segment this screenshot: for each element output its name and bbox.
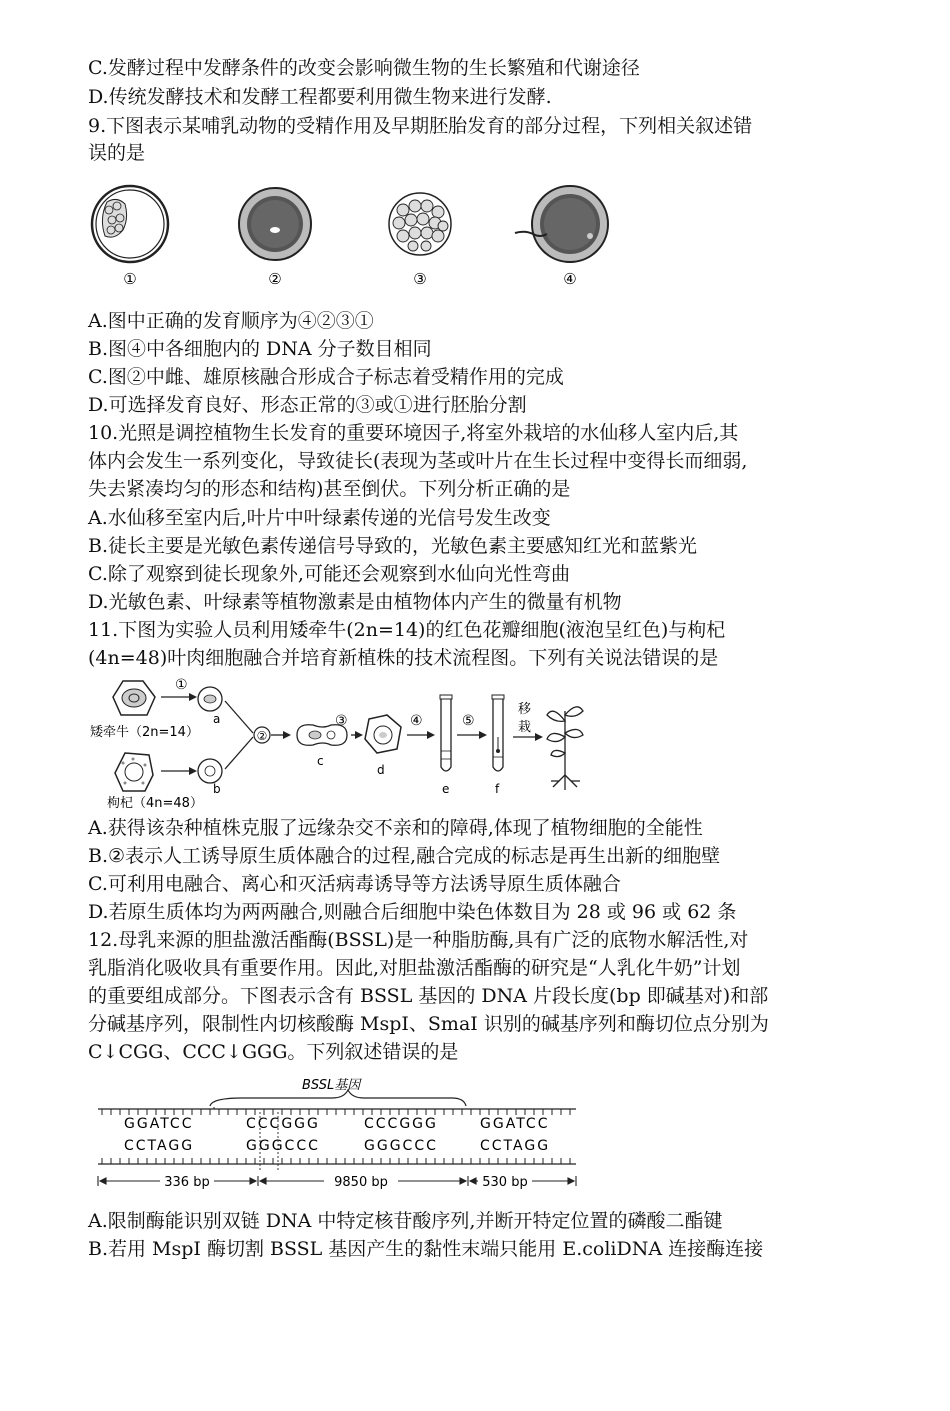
question-12-stem: 乳脂消化吸收具有重要作用。因此,对胆盐激活酯酶的研究是“人乳化牛奶”计划 — [88, 957, 741, 979]
step-label: ① — [175, 677, 188, 693]
question-9-stem: 9.下图表示某哺乳动物的受精作用及早期胚胎发育的部分过程，下列相关叙述错 — [88, 115, 753, 137]
dna-sequence: CCTAGG — [124, 1138, 195, 1154]
hybrid-cell-d — [365, 715, 401, 753]
petunia-cell — [113, 681, 155, 715]
question-10-stem: 体内会发生一系列变化，导致徒长(表现为茎或叶片在生长过程中变得长而细弱, — [88, 450, 748, 472]
dna-sequence: CCCGGG — [364, 1116, 438, 1132]
protoplast-a — [198, 687, 222, 711]
step-label: ④ — [410, 713, 423, 729]
figure-label: ④ — [563, 270, 577, 288]
option-text: D.光敏色素、叶绿素等植物激素是由植物体内产生的微量有机物 — [88, 591, 622, 613]
question-11-stem: (4n=48)叶肉细胞融合并培育新植株的技术流程图。下列有关说法错误的是 — [88, 647, 719, 669]
dna-sequence: GGGCCC — [364, 1138, 438, 1154]
regenerated-plant — [547, 707, 583, 790]
bssl-dna-figure — [92, 1072, 582, 1197]
step-label: ⑤ — [462, 713, 475, 729]
option-text: A.图中正确的发育顺序为④②③① — [88, 310, 374, 332]
morula-diagram — [389, 193, 451, 255]
question-12-stem: 分碱基序列，限制性内切核酸酶 MspI、SmaI 识别的碱基序列和酶切位点分别为 — [88, 1013, 769, 1035]
option-text: A.水仙移至室内后,叶片中叶绿素传递的光信号发生改变 — [88, 507, 551, 529]
question-11-stem: 11.下图为实验人员利用矮牵牛(2n=14)的红色花瓣细胞(液泡呈红色)与枸杞 — [88, 619, 726, 641]
question-12-stem: 12.母乳来源的胆盐激活酯酶(BSSL)是一种脂肪酶,具有广泛的底物水解活性,对 — [88, 929, 749, 951]
question-12-stem: C↓CGG、CCC↓GGG。下列叙述错误的是 — [88, 1041, 459, 1063]
option-text: B.徒长主要是光敏色素传递信号导致的，光敏色素主要感知红光和蓝紫光 — [88, 535, 698, 557]
length-label: 9850 bp — [334, 1175, 388, 1190]
question-10-stem: 10.光照是调控植物生长发育的重要环境因子,将室外栽培的水仙移人室内后,其 — [88, 422, 739, 444]
option-text: C.除了观察到徒长现象外,可能还会观察到水仙向光性弯曲 — [88, 563, 570, 585]
lycium-cell — [115, 753, 153, 791]
letter-label: c — [317, 754, 324, 768]
dna-sequence: GGATCC — [124, 1116, 194, 1132]
letter-label: a — [213, 712, 221, 726]
step-label: ③ — [335, 713, 348, 729]
transplant-label: 移 — [518, 702, 532, 717]
gene-label: BSSL基因 — [302, 1078, 361, 1093]
option-text: A.获得该杂种植株克服了远缘杂交不亲和的障碍,体现了植物细胞的全能性 — [88, 817, 703, 839]
protoplast-b — [198, 759, 222, 783]
option-text: D.传统发酵技术和发酵工程都要利用微生物来进行发酵. — [88, 86, 552, 108]
figure-label: ① — [123, 270, 137, 288]
figure-label: ③ — [413, 270, 427, 288]
zygote-diagram — [239, 188, 311, 260]
step-label: ② — [256, 729, 268, 743]
option-text: C.发酵过程中发酵条件的改变会影响微生物的生长繁殖和代谢途径 — [88, 57, 640, 79]
option-text: B.若用 MspI 酶切割 BSSL 基因产生的黏性末端只能用 E.coliDNA 连接酶连接 — [88, 1238, 764, 1260]
dna-sequence: GGATCC — [480, 1116, 550, 1132]
figure-label: ② — [268, 270, 282, 288]
option-text: C.可利用电融合、离心和灭活病毒诱导等方法诱导原生质体融合 — [88, 873, 621, 895]
test-tube-e — [440, 695, 452, 771]
dna-sequence: CCCGGG — [246, 1116, 320, 1132]
fertilization-diagram — [515, 186, 608, 262]
option-text: D.若原生质体均为两两融合,则融合后细胞中染色体数目为 28 或 96 或 62 条 — [88, 901, 737, 923]
embryo-development-figure — [85, 178, 625, 293]
question-12-stem: 的重要组成部分。下图表示含有 BSSL 基因的 DNA 片段长度(bp 即碱基对)和部 — [88, 985, 769, 1007]
length-label: 336 bp — [164, 1175, 210, 1190]
protoplast-fusion-figure — [85, 675, 595, 810]
option-text: D.可选择发育良好、形态正常的③或①进行胚胎分割 — [88, 394, 527, 416]
question-10-stem: 失去紧凑均匀的形态和结构)甚至倒伏。下列分析正确的是 — [88, 478, 571, 500]
test-tube-f — [492, 695, 504, 771]
question-9-stem: 误的是 — [88, 142, 146, 164]
dna-sequence: CCTAGG — [480, 1138, 551, 1154]
option-text: A.限制酶能识别双链 DNA 中特定核苷酸序列,并断开特定位置的磷酸二酯键 — [88, 1210, 723, 1232]
letter-label: f — [495, 782, 500, 796]
letter-label: d — [377, 763, 385, 777]
blastocyst-diagram — [92, 186, 168, 262]
lycium-label: 枸杞（4n=48） — [107, 796, 203, 810]
option-text: C.图②中雌、雄原核融合形成合子标志着受精作用的完成 — [88, 366, 564, 388]
option-text: B.②表示人工诱导原生质体融合的过程,融合完成的标志是再生出新的细胞壁 — [88, 845, 721, 867]
transplant-label: 栽 — [518, 720, 532, 735]
length-label: 530 bp — [482, 1175, 528, 1190]
option-text: B.图④中各细胞内的 DNA 分子数目相同 — [88, 338, 432, 360]
petunia-label: 矮牵牛（2n=14） — [90, 725, 199, 740]
letter-label: e — [442, 782, 450, 796]
letter-label: b — [213, 782, 221, 796]
dna-sequence: GGGCCC — [246, 1138, 320, 1154]
